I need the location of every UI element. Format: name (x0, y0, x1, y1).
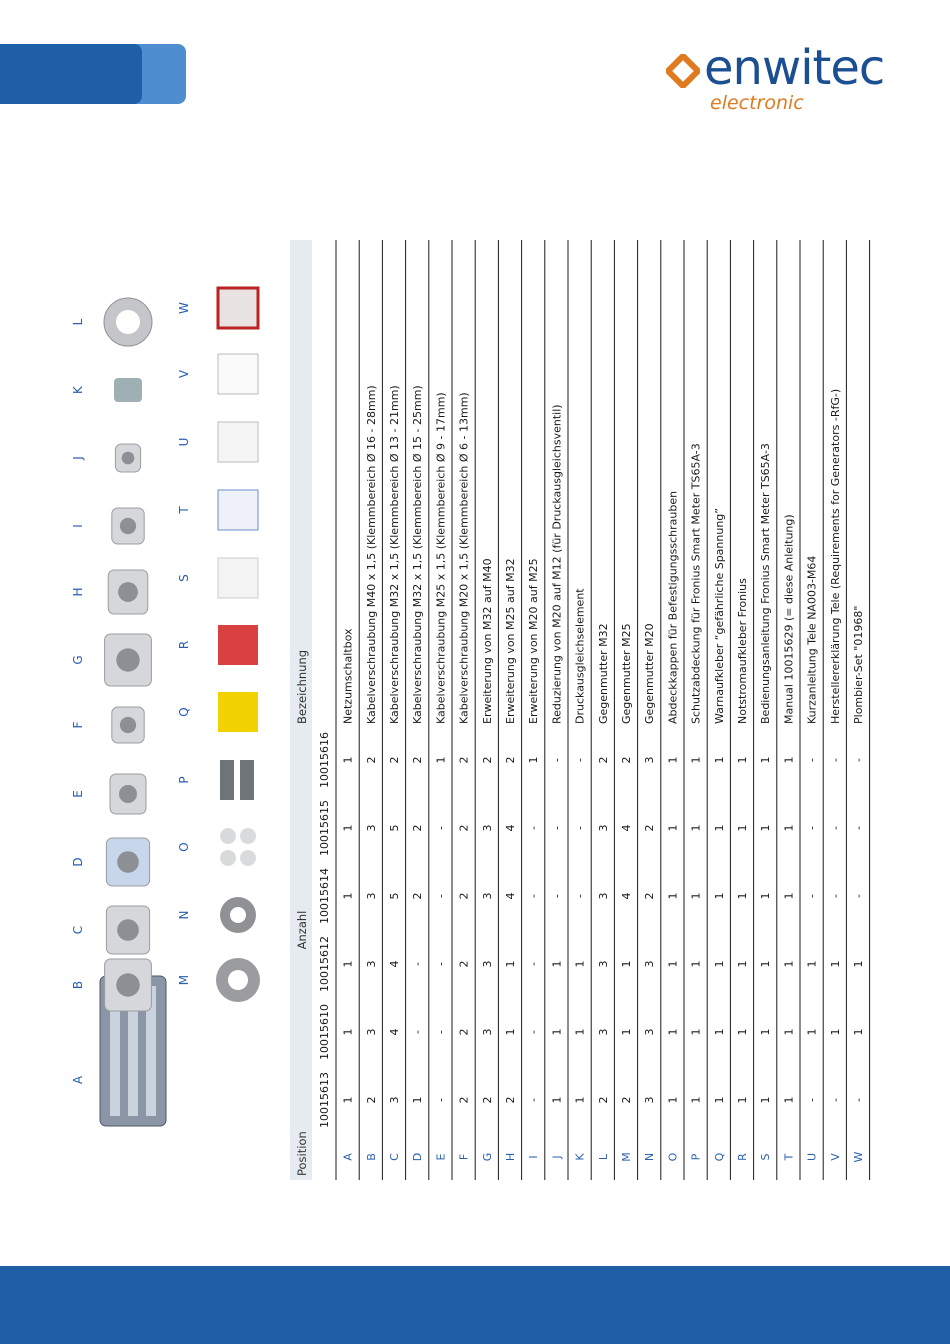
part-v-declaration (218, 354, 258, 394)
row-count: 1 (550, 1096, 564, 1104)
row-count: 3 (643, 960, 657, 968)
row-count: 1 (341, 1096, 355, 1104)
row-position: G (480, 1152, 494, 1162)
row-count: - (573, 826, 587, 830)
row-count: 1 (550, 1028, 564, 1036)
row-count: - (828, 826, 842, 830)
row-position: E (434, 1153, 448, 1161)
part-letter: T (177, 506, 191, 514)
part-p-cover (220, 760, 234, 800)
row-count: 5 (388, 892, 401, 900)
row-position: B (364, 1153, 378, 1161)
row-count: - (805, 1098, 819, 1102)
row-count: 3 (596, 824, 610, 832)
row-count: - (434, 894, 448, 898)
row-description: Kabelverschraubung M20 x 1,5 (Klemmbereich Ø 6 - 13mm) (457, 392, 471, 724)
row-count: - (852, 758, 865, 762)
row-count: 4 (388, 960, 401, 968)
row-position: T (782, 1153, 796, 1161)
part-o-cap (220, 850, 236, 866)
row-description: Gegenmutter M32 (596, 623, 610, 724)
row-count: 1 (805, 1028, 819, 1036)
row-count: 3 (480, 824, 494, 832)
row-description: Erweiterung von M20 auf M25 (527, 558, 541, 724)
row-description: Gegenmutter M25 (620, 623, 633, 724)
row-count: 1 (504, 960, 517, 968)
part-letter: V (177, 369, 191, 379)
part-letter: C (71, 925, 85, 935)
row-count: - (550, 894, 564, 898)
row-count: 1 (341, 756, 355, 764)
row-description: Notstromaufkleber Fronius (736, 578, 749, 724)
part-letter: G (71, 655, 85, 665)
row-count: 1 (573, 960, 587, 968)
row-count: 2 (457, 1028, 471, 1036)
row-position: I (527, 1155, 541, 1159)
parts-list-rotated (290, 240, 880, 1180)
row-description: Gegenmutter M20 (643, 623, 657, 724)
part-l-nut-hole (116, 310, 140, 334)
part-letter: N (177, 910, 191, 920)
row-count: 2 (411, 756, 425, 764)
row-count: 1 (782, 892, 796, 900)
row-count: 3 (364, 960, 378, 968)
row-position: O (666, 1152, 680, 1162)
row-count: 3 (364, 1028, 378, 1036)
part-d-gland-bore (117, 851, 139, 873)
row-count: - (573, 758, 587, 762)
row-position: A (341, 1153, 355, 1161)
row-count: 1 (852, 960, 865, 968)
row-description: Schutzabdeckung für Fronius Smart Meter TS65A-3 (689, 443, 703, 724)
parts-illustrations (70, 250, 280, 1130)
header-article-number: 10015613 (318, 1072, 331, 1128)
row-count: - (434, 962, 448, 966)
part-m-nut-hole (228, 970, 248, 990)
row-count: 3 (388, 1096, 401, 1104)
row-count: 4 (620, 892, 633, 900)
row-position: J (550, 1155, 564, 1159)
row-position: M (620, 1152, 633, 1162)
row-count: 4 (504, 892, 517, 900)
part-letter: B (71, 980, 85, 990)
row-count: - (573, 894, 587, 898)
row-description: Netzumschaltbox (341, 628, 355, 724)
row-count: 1 (852, 1028, 865, 1036)
row-position: K (573, 1153, 587, 1161)
part-letter: R (177, 640, 191, 650)
row-count: 2 (411, 892, 425, 900)
row-count: - (805, 758, 819, 762)
part-letter: U (177, 437, 191, 447)
part-letter: J (71, 456, 85, 460)
row-count: 2 (620, 1096, 633, 1104)
row-description: Erweiterung von M25 auf M32 (504, 558, 517, 724)
row-count: - (434, 1098, 448, 1102)
row-count: 1 (828, 1028, 842, 1036)
row-count: 1 (828, 960, 842, 968)
row-count: 1 (712, 756, 726, 764)
row-count: 3 (643, 756, 657, 764)
row-count: 1 (782, 824, 796, 832)
row-description: Druckausgleichselement (573, 588, 587, 724)
part-letter: M (177, 974, 191, 986)
row-count: - (852, 1098, 865, 1102)
row-count: 1 (689, 1096, 703, 1104)
row-count: 1 (712, 1096, 726, 1104)
row-count: - (527, 1030, 541, 1034)
footer-bar (0, 1266, 950, 1344)
row-count: 2 (388, 756, 401, 764)
row-count: 1 (573, 1096, 587, 1104)
row-count: 1 (504, 1028, 517, 1036)
row-description: Kurzanleitung Tele NA003-M64 (805, 555, 819, 724)
part-letter: H (71, 587, 85, 597)
row-count: 2 (480, 756, 494, 764)
row-description: Manual 10015629 (= diese Anleitung) (782, 514, 796, 724)
row-count: 2 (504, 1096, 517, 1104)
row-count: - (852, 894, 865, 898)
row-count: 3 (596, 960, 610, 968)
part-letter: O (177, 842, 191, 852)
row-count: 1 (434, 756, 448, 764)
row-position: F (457, 1153, 471, 1161)
part-e-gland-bore (119, 785, 137, 803)
row-count: 1 (573, 1028, 587, 1036)
part-k-vent (114, 378, 142, 402)
row-description: Kabelverschraubung M32 x 1,5 (Klemmbereich Ø 13 - 21mm) (388, 385, 401, 724)
row-count: 1 (689, 1028, 703, 1036)
row-count: 1 (689, 960, 703, 968)
row-count: - (805, 826, 819, 830)
part-u-guide (218, 422, 258, 462)
part-letter: D (71, 857, 85, 867)
part-g-extension-bore (116, 648, 139, 671)
header-tab-dark (0, 44, 142, 104)
row-count: 1 (736, 824, 749, 832)
row-position: L (596, 1153, 610, 1161)
row-count: 1 (782, 756, 796, 764)
part-j-reduction-bore (122, 452, 135, 465)
row-count: - (828, 1098, 842, 1102)
row-count: - (828, 894, 842, 898)
row-description: Erweiterung von M32 auf M40 (480, 558, 494, 724)
row-count: 3 (596, 1028, 610, 1036)
parts-drawing (70, 250, 280, 1130)
row-count: 1 (666, 960, 680, 968)
part-t-manual (218, 490, 258, 530)
row-count: 4 (388, 1028, 401, 1036)
part-letter: L (71, 318, 85, 326)
row-position: U (805, 1152, 819, 1162)
row-description: Herstellererklärung Tele (Requirements for Generators -RfG-) (828, 388, 842, 724)
part-letter: W (177, 302, 191, 314)
row-count: 4 (504, 824, 517, 832)
row-count: 1 (712, 892, 726, 900)
part-letter: A (71, 1075, 85, 1085)
part-letter: Q (177, 707, 191, 717)
row-description: Kabelverschraubung M32 x 1,5 (Klemmbereich Ø 15 - 25mm) (411, 385, 425, 724)
row-count: 1 (666, 892, 680, 900)
row-count: 1 (689, 824, 703, 832)
part-f-gland-bore (120, 717, 136, 733)
row-count: 1 (759, 960, 773, 968)
part-i-extension-bore (120, 518, 136, 534)
row-count: - (550, 758, 564, 762)
row-count: 1 (411, 1096, 425, 1104)
row-count: - (852, 826, 865, 830)
row-count: 1 (782, 1028, 796, 1036)
row-position: H (504, 1152, 517, 1162)
part-c-gland-bore (117, 919, 139, 941)
part-s-manual (218, 558, 258, 598)
row-count: - (527, 1098, 541, 1102)
row-count: 5 (388, 824, 401, 832)
row-description: Warnaufkleber “gefährliche Spannung” (712, 508, 726, 724)
row-count: 2 (364, 1096, 378, 1104)
part-o-cap (240, 850, 256, 866)
parts-table (290, 240, 880, 1180)
part-letter: K (71, 386, 85, 394)
part-letter: I (71, 524, 85, 528)
row-count: 1 (341, 1028, 355, 1036)
row-count: 3 (643, 1096, 657, 1104)
row-position: R (736, 1153, 749, 1161)
part-letter: S (177, 574, 191, 582)
row-description: Kabelverschraubung M40 x 1,5 (Klemmbereich Ø 16 - 28mm) (364, 385, 378, 724)
row-position: Q (712, 1152, 726, 1162)
part-letter: E (71, 790, 85, 798)
logo-wordmark: enwitec (704, 40, 885, 96)
header-position: Position (295, 1131, 309, 1176)
part-o-cap (220, 828, 236, 844)
part-o-cap (240, 828, 256, 844)
row-position: N (643, 1152, 657, 1162)
row-count: - (828, 758, 842, 762)
part-letter: P (177, 776, 191, 784)
row-position: W (852, 1151, 865, 1163)
row-position: S (759, 1153, 773, 1161)
row-count: 1 (620, 1028, 633, 1036)
row-description: Kabelverschraubung M25 x 1,5 (Klemmbereich Ø 9 - 17mm) (434, 392, 448, 724)
row-position: V (828, 1153, 842, 1161)
part-p-cover (240, 760, 254, 800)
part-r-sticker (218, 625, 258, 665)
row-count: 1 (550, 960, 564, 968)
row-count: 1 (341, 824, 355, 832)
row-count: 3 (364, 892, 378, 900)
logo-subtitle: electronic (710, 92, 804, 114)
row-count: - (411, 962, 425, 966)
row-count: 2 (457, 756, 471, 764)
row-count: 1 (341, 892, 355, 900)
header-article-number: 10015616 (318, 732, 331, 788)
row-count: - (411, 1030, 425, 1034)
row-count: 1 (666, 756, 680, 764)
row-description: Reduzierung von M20 auf M12 (für Druckausgleichsventil) (550, 404, 564, 724)
row-count: 1 (759, 1096, 773, 1104)
row-count: 3 (643, 1028, 657, 1036)
row-count: 1 (666, 1028, 680, 1036)
part-w-seal-set (218, 288, 258, 328)
row-count: 1 (666, 1096, 680, 1104)
row-count: 2 (364, 756, 378, 764)
part-n-nut-hole (230, 907, 246, 923)
row-description: Bedienungsanleitung Fronius Smart Meter TS65A-3 (759, 443, 773, 724)
row-count: 1 (712, 960, 726, 968)
part-h-extension-bore (118, 582, 138, 602)
part-letter: F (71, 721, 85, 729)
row-count: - (527, 894, 541, 898)
row-position: P (689, 1153, 703, 1161)
company-logo (664, 40, 914, 120)
row-count: - (805, 894, 819, 898)
row-description: Abdeckkappen für Befestigungsschrauben (666, 490, 680, 724)
row-count: - (527, 826, 541, 830)
row-count: 1 (736, 960, 749, 968)
row-description: Plombier-Set "01968" (852, 605, 865, 724)
row-position: C (388, 1153, 401, 1161)
row-count: - (434, 1030, 448, 1034)
row-count: 1 (712, 824, 726, 832)
row-count: 1 (736, 1096, 749, 1104)
header-article-number: 10015610 (318, 1004, 331, 1060)
row-count: 2 (457, 960, 471, 968)
row-count: 1 (341, 960, 355, 968)
row-count: 2 (411, 824, 425, 832)
header-anzahl: Anzahl (295, 910, 309, 950)
row-count: 2 (596, 756, 610, 764)
row-count: 2 (457, 892, 471, 900)
header-article-number: 10015615 (318, 800, 331, 856)
row-count: 3 (596, 892, 610, 900)
row-count: 1 (759, 892, 773, 900)
row-count: - (550, 826, 564, 830)
logo-diamond-icon (666, 54, 700, 88)
row-count: 3 (480, 1028, 494, 1036)
row-count: 2 (480, 1096, 494, 1104)
row-count: 1 (736, 892, 749, 900)
row-count: 1 (782, 960, 796, 968)
row-count: 3 (480, 960, 494, 968)
row-count: 2 (643, 824, 657, 832)
row-count: 1 (712, 1028, 726, 1036)
row-count: 1 (689, 756, 703, 764)
part-b-gland-bore (116, 973, 139, 996)
row-position: D (411, 1152, 425, 1162)
row-count: - (434, 826, 448, 830)
header-article-number: 10015612 (318, 936, 331, 992)
row-count: 2 (457, 1096, 471, 1104)
parts-table-svg (290, 240, 880, 1180)
row-count: 1 (689, 892, 703, 900)
row-count: 2 (504, 756, 517, 764)
row-count: 4 (620, 824, 633, 832)
part-q-warning-label (218, 692, 258, 732)
row-count: 2 (596, 1096, 610, 1104)
row-count: 3 (364, 824, 378, 832)
row-count: 1 (782, 1096, 796, 1104)
row-count: 1 (736, 756, 749, 764)
row-count: 3 (480, 892, 494, 900)
header-article-number: 10015614 (318, 868, 331, 924)
row-count: - (527, 962, 541, 966)
row-count: 2 (620, 756, 633, 764)
row-count: 1 (527, 756, 541, 764)
row-count: 1 (666, 824, 680, 832)
header-bezeichnung: Bezeichnung (295, 649, 309, 724)
row-count: 1 (759, 1028, 773, 1036)
row-count: 1 (805, 960, 819, 968)
row-count: 1 (736, 1028, 749, 1036)
row-count: 1 (759, 824, 773, 832)
row-count: 2 (643, 892, 657, 900)
row-count: 1 (620, 960, 633, 968)
row-count: 1 (759, 756, 773, 764)
row-count: 2 (457, 824, 471, 832)
